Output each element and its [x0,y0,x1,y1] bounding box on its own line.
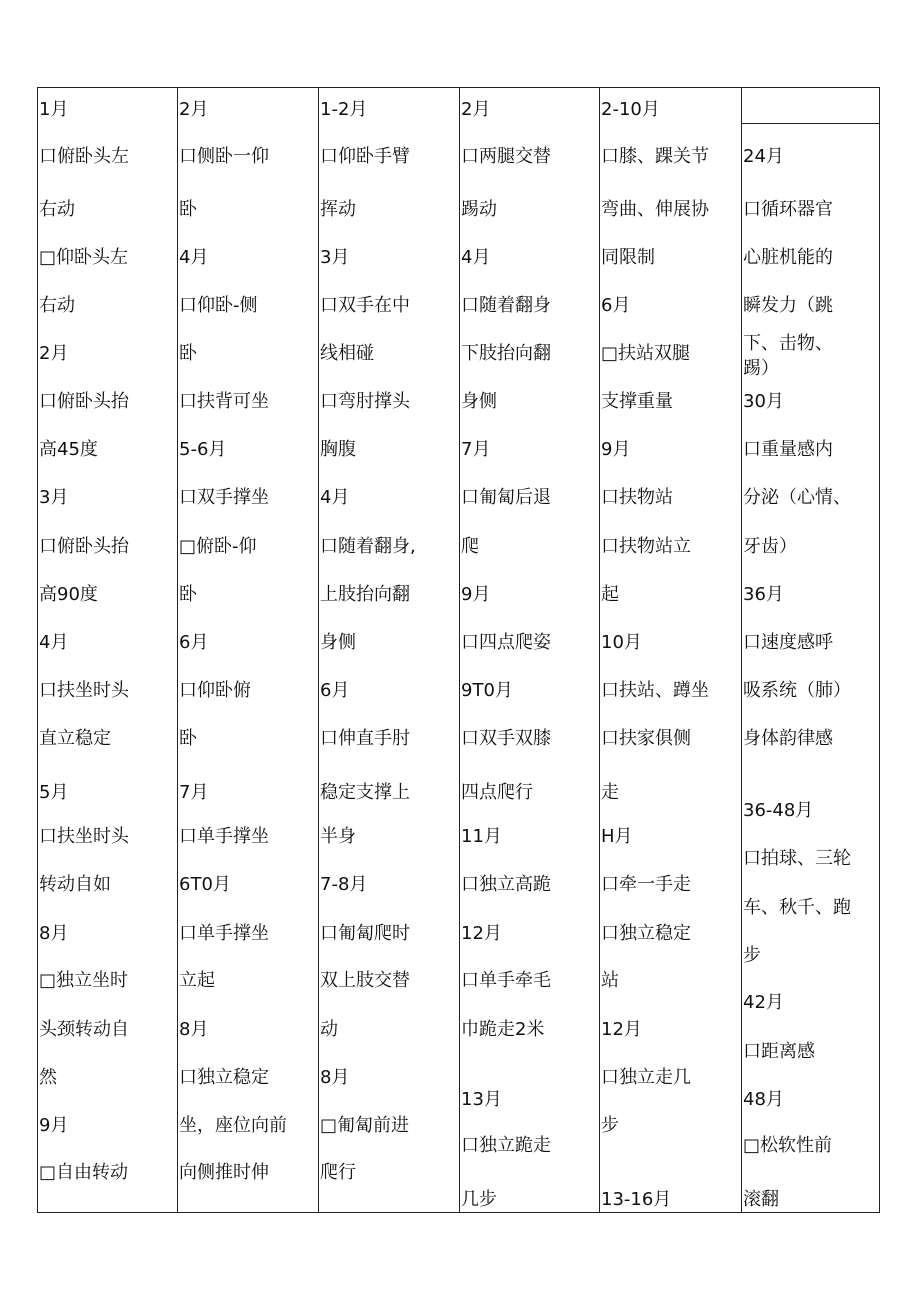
milestone-line: 步 [601,1115,619,1136]
milestone-line: 11月 [461,826,502,847]
milestone-line: 口膝、踝关节 [601,146,709,167]
milestone-line: 口俯卧头抬 [39,391,129,412]
milestone-line: □扶站双腿 [601,343,691,364]
milestone-line: 8月 [39,923,69,944]
milestone-line: 支撑重量 [601,391,673,412]
milestone-line: 8月 [320,1067,350,1088]
milestone-line: 口俯卧头抬 [39,536,129,557]
milestone-line: 6月 [601,295,631,316]
milestone-line: 头颈转动自 [39,1019,129,1040]
milestone-line: 动 [320,1019,338,1040]
milestone-line: 口匍匐后退 [461,487,551,508]
milestone-line: 爬 [461,536,479,557]
milestone-line: 口独立走几 [601,1067,691,1088]
milestone-line: 口独立稳定 [179,1067,269,1088]
milestone-line: 1月 [39,99,69,120]
milestone-line: 9月 [39,1115,69,1136]
milestone-line: 2月 [39,343,69,364]
milestone-line: 胸腹 [320,439,356,460]
milestone-line: 高90度 [39,584,98,605]
milestone-line: 口扶背可坐 [179,391,269,412]
milestone-line: 吸系统（肺） [743,680,851,701]
milestone-line: 6月 [179,632,209,653]
milestone-line: □松软性前 [743,1135,833,1156]
development-milestone-table [37,87,880,1213]
milestone-line: 右动 [39,295,75,316]
milestone-line: 下、击物、 [743,333,833,354]
milestone-line: 卧 [179,728,197,749]
milestone-line: 瞬发力（跳 [743,295,833,316]
milestone-line: 口独立跪走 [461,1135,551,1156]
milestone-line: 口扶站、蹲坐 [601,680,709,701]
milestone-line: 5-6月 [179,439,227,460]
milestone-line: 高45度 [39,439,98,460]
milestone-line: 稳定支撑上 [320,782,410,803]
milestone-line: 9月 [601,439,631,460]
milestone-line: 几步 [461,1189,497,1210]
milestone-line: □独立坐时 [39,970,129,991]
milestone-line: 9月 [461,584,491,605]
milestone-line: 3月 [39,487,69,508]
milestone-line: 心脏机能的 [743,247,833,268]
milestone-line: 口弯肘撑头 [320,391,410,412]
milestone-line: 下肢抬向翻 [461,343,551,364]
milestone-line: 3月 [320,247,350,268]
milestone-line: 7-8月 [320,874,368,895]
milestone-line: 口随着翻身, [320,536,416,557]
milestone-line: 口距离感 [743,1041,815,1062]
milestone-line: 分泌（心情、 [743,487,851,508]
milestone-line: 4月 [320,487,350,508]
milestone-line: 7月 [461,439,491,460]
milestone-line: H月 [601,826,633,847]
milestone-line: 口扶物站 [601,487,673,508]
milestone-line: 1-2月 [320,99,368,120]
milestone-line: 线相碰 [320,343,374,364]
milestone-line: 12月 [461,923,502,944]
milestone-line: 2-10月 [601,99,660,120]
milestone-line: 踢动 [461,199,497,220]
milestone-line: 步 [743,945,761,966]
milestone-line: □自由转动 [39,1162,129,1183]
milestone-line: 24月 [743,146,784,167]
milestone-line: 立起 [179,970,215,991]
milestone-line: 口单手牵毛 [461,970,551,991]
milestone-line: 4月 [39,632,69,653]
milestone-line: 身侧 [461,391,497,412]
milestone-line: 双上肢交替 [320,970,410,991]
milestone-line: 口扶坐时头 [39,680,129,701]
milestone-line: 2月 [179,99,209,120]
milestone-line: 口扶物站立 [601,536,691,557]
milestone-line: □匍匐前进 [320,1115,410,1136]
milestone-line: 口随着翻身 [461,295,551,316]
milestone-line: 转动自如 [39,874,111,895]
milestone-line: 站 [601,970,619,991]
milestone-line: 爬行 [320,1162,356,1183]
column-4 [460,88,600,1212]
milestone-line: 4月 [179,247,209,268]
milestone-line: 口重量感内 [743,439,833,460]
milestone-line: 口双手双膝 [461,728,551,749]
milestone-line: 车、秋千、跑 [743,897,851,918]
milestone-line: 13-16月 [601,1189,672,1210]
milestone-line: □俯卧-仰 [179,536,257,557]
milestone-line: 口单手撑坐 [179,826,269,847]
milestone-line: 36月 [743,584,784,605]
milestone-line: 四点爬行 [461,782,533,803]
milestone-line: 卧 [179,584,197,605]
column-6 [742,88,879,1212]
milestone-line: 口单手撑坐 [179,923,269,944]
milestone-line: 口拍球、三轮 [743,848,851,869]
milestone-line: 12月 [601,1019,642,1040]
milestone-line: 10月 [601,632,642,653]
milestone-line: 弯曲、伸展协 [601,199,709,220]
milestone-line: 口双手在中 [320,295,410,316]
milestone-line: 6T0月 [179,874,231,895]
milestone-line: 右动 [39,199,75,220]
milestone-line: 6月 [320,680,350,701]
milestone-line: 口侧卧一仰 [179,146,269,167]
milestone-line: 滚翻 [743,1189,779,1210]
milestone-line: 8月 [179,1019,209,1040]
milestone-line: 然 [39,1067,57,1088]
milestone-line: 口循环器官 [743,199,833,220]
milestone-line: 口仰卧-侧 [179,295,258,316]
milestone-line: □仰卧头左 [39,247,129,268]
milestone-line: 2月 [461,99,491,120]
milestone-line: 口独立稳定 [601,923,691,944]
milestone-line: 走 [601,782,619,803]
milestone-line: 口仰卧俯 [179,680,251,701]
milestone-line: 36-48月 [743,800,814,821]
milestone-line: 48月 [743,1089,784,1110]
milestone-line: 卧 [179,199,197,220]
milestone-line: 上肢抬向翻 [320,584,410,605]
milestone-line: 踢） [743,358,779,379]
milestone-line: 口匍匐爬时 [320,923,410,944]
column-1 [38,88,178,1212]
milestone-line: 直立稳定 [39,728,111,749]
milestone-line: 口双手撑坐 [179,487,269,508]
milestone-line: 13月 [461,1089,502,1110]
milestone-line: 半身 [320,826,356,847]
milestone-line: 口俯卧头左 [39,146,129,167]
milestone-line: 口伸直手肘 [320,728,410,749]
milestone-line: 30月 [743,391,784,412]
milestone-line: 身侧 [320,632,356,653]
header-divider [742,123,879,124]
milestone-line: 挥动 [320,199,356,220]
milestone-line: 口扶坐时头 [39,826,129,847]
milestone-line: 口两腿交替 [461,146,551,167]
column-3 [319,88,460,1212]
milestone-line: 向侧推时伸 [179,1162,269,1183]
milestone-line: 口扶家俱侧 [601,728,691,749]
milestone-line: 4月 [461,247,491,268]
milestone-line: 坐，座位向前 [179,1115,287,1136]
milestone-line: 7月 [179,782,209,803]
milestone-line: 口牵一手走 [601,874,691,895]
milestone-line: 口四点爬姿 [461,632,551,653]
milestone-line: 身体韵律感 [743,728,833,749]
column-2 [178,88,319,1212]
milestone-line: 口速度感呼 [743,632,833,653]
milestone-line: 42月 [743,992,784,1013]
milestone-line: 口仰卧手臂 [320,146,410,167]
milestone-line: 卧 [179,343,197,364]
milestone-line: 牙齿） [743,536,797,557]
milestone-line: 5月 [39,782,69,803]
milestone-line: 口独立高跪 [461,874,551,895]
milestone-line: 起 [601,584,619,605]
milestone-line: 9T0月 [461,680,513,701]
milestone-line: 同限制 [601,247,655,268]
column-5 [600,88,742,1212]
milestone-line: 巾跪走2米 [461,1019,545,1040]
